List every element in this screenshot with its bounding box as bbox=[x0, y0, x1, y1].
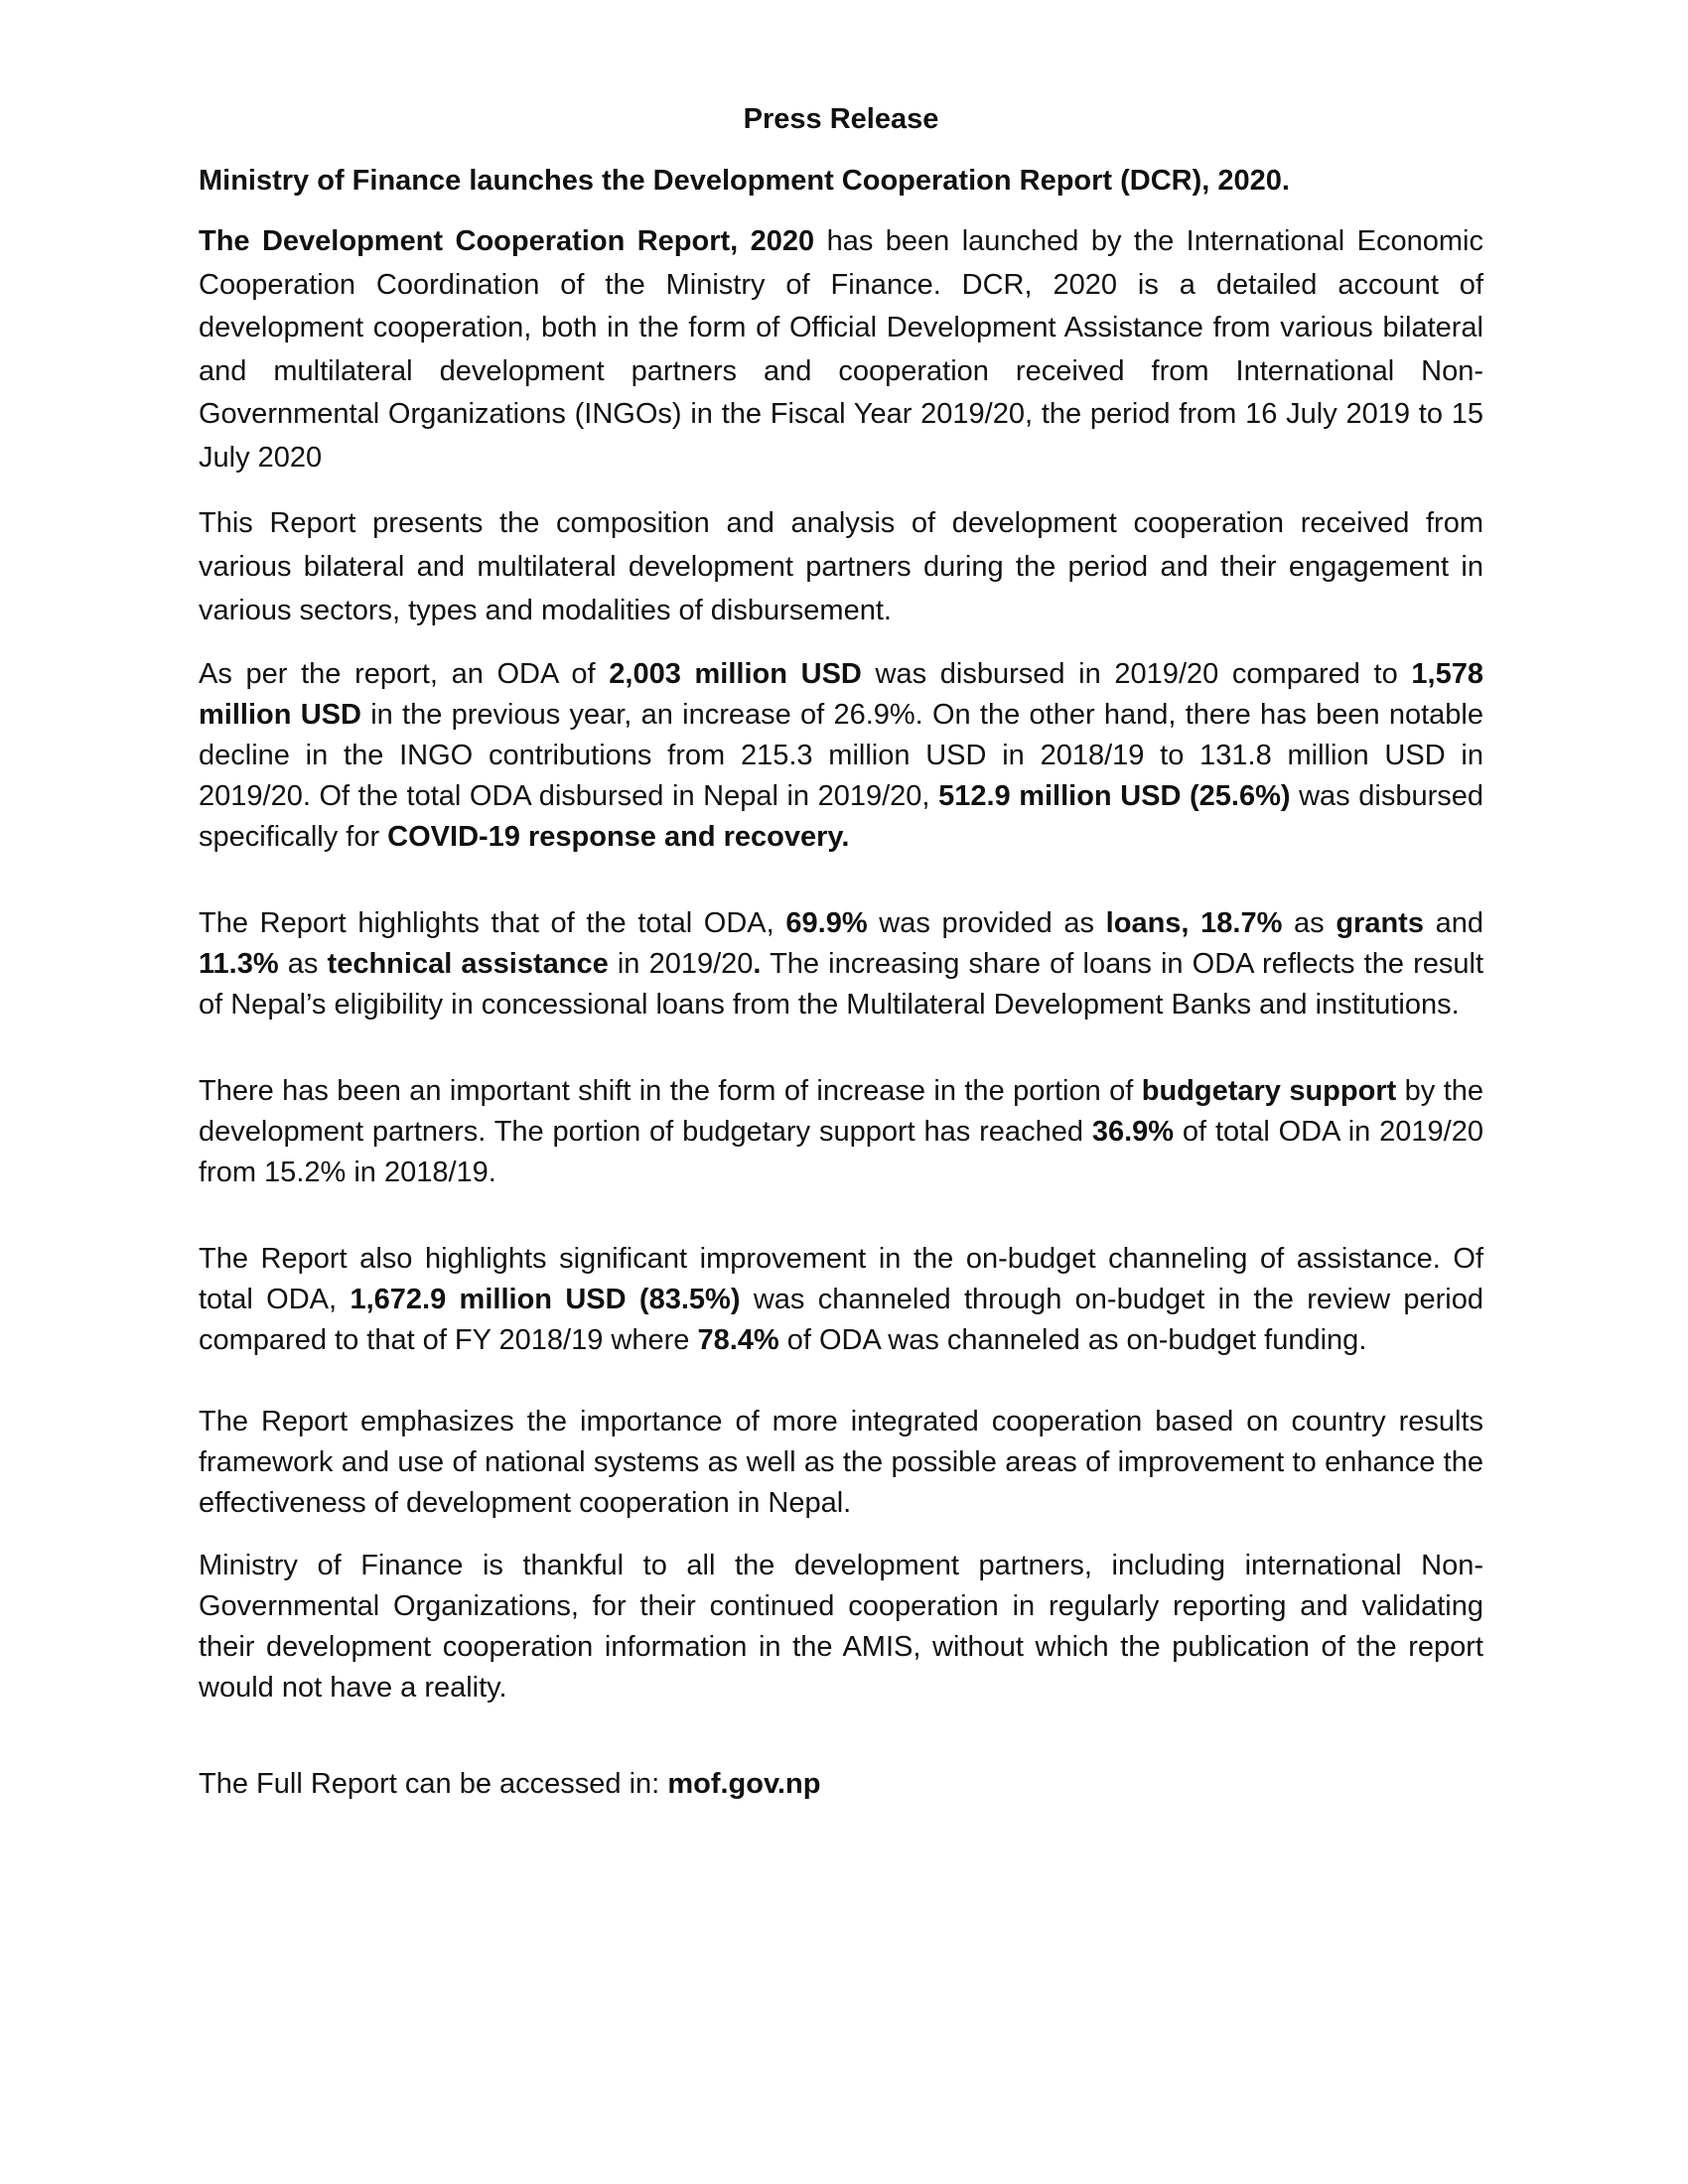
paragraph-composition: This Report presents the composition and analysis of development cooperation received from various bilateral and multilateral development partners during the period and their engagement in various sectors, types and modalities of disbursement. bbox=[199, 507, 1483, 626]
paragraph-thanks: Ministry of Finance is thankful to all the development partners, including international Non-Governmental Organizations, for their continued cooperation in regularly reporting and validating their development cooperation information in the AMIS, without which the publication of the report would not have a reality. bbox=[199, 1550, 1483, 1704]
paragraph-loans-grants: The Report highlights that of the total ODA, 69.9% was provided as loans, 18.7% as grants and 11.3% as technical assistance in 2019/20. The increasing share of loans in ODA reflects the result of Nepal’s eligibility in concessional loans from the Multilateral Development Banks and institutions. bbox=[199, 907, 1484, 1021]
paragraph-access: The Full Report can be accessed in: mof.gov.np bbox=[199, 1768, 821, 1800]
paragraph-on-budget: The Report also highlights significant improvement in the on-budget channeling of assistance. Of total ODA, 1,672.9 million USD (83.5%) was channeled through on-budget in the review period compared to that of FY 2018/19 where 78.4% of ODA was channeled as on-budget funding. bbox=[199, 1243, 1484, 1356]
release-title: Ministry of Finance launches the Development Cooperation Report (DCR), 2020. bbox=[199, 165, 1290, 197]
paragraph-emphasis: The Report emphasizes the importance of more integrated cooperation based on country results framework and use of national systems as well as the possible areas of improvement to enhance the effectiveness of development cooperation in Nepal. bbox=[199, 1406, 1483, 1519]
paragraph-launch: The Development Cooperation Report, 2020 has been launched by the International Economic Cooperation Coordination of the Ministry of Finance. DCR, 2020 is a detailed account of development cooperation, both in the form of Official Development Assistance from various bilateral and multilateral development partners and cooperation received from International Non-Governmental Organizations (INGOs) in the Fiscal Year 2019/20, the period from 16 July 2019 to 15 July 2020 bbox=[199, 225, 1483, 474]
paragraph-oda-figures: As per the report, an ODA of 2,003 million USD was disbursed in 2019/20 compared to 1,578 million USD in the previous year, an increase of 26.9%. On the other hand, there has been notable decline in the INGO contributions from 215.3 million USD in 2018/19 to 131.8 million USD in 2019/20. Of the total ODA disbursed in Nepal in 2019/20, 512.9 million USD (25.6%) was disbursed specifically for COVID-19 response and recovery. bbox=[199, 658, 1483, 853]
press-release-page bbox=[199, 97, 1483, 1805]
page-heading: Press Release bbox=[743, 103, 939, 135]
report-name: The Development Cooperation Report, 2020 bbox=[199, 225, 815, 257]
report-website-link[interactable]: mof.gov.np bbox=[667, 1768, 821, 1800]
paragraph-budgetary-support: There has been an important shift in the form of increase in the portion of budgetary support by the development partners. The portion of budgetary support has reached 36.9% of total ODA in 2019/20 from 15.2% in 2018/19. bbox=[199, 1075, 1484, 1188]
